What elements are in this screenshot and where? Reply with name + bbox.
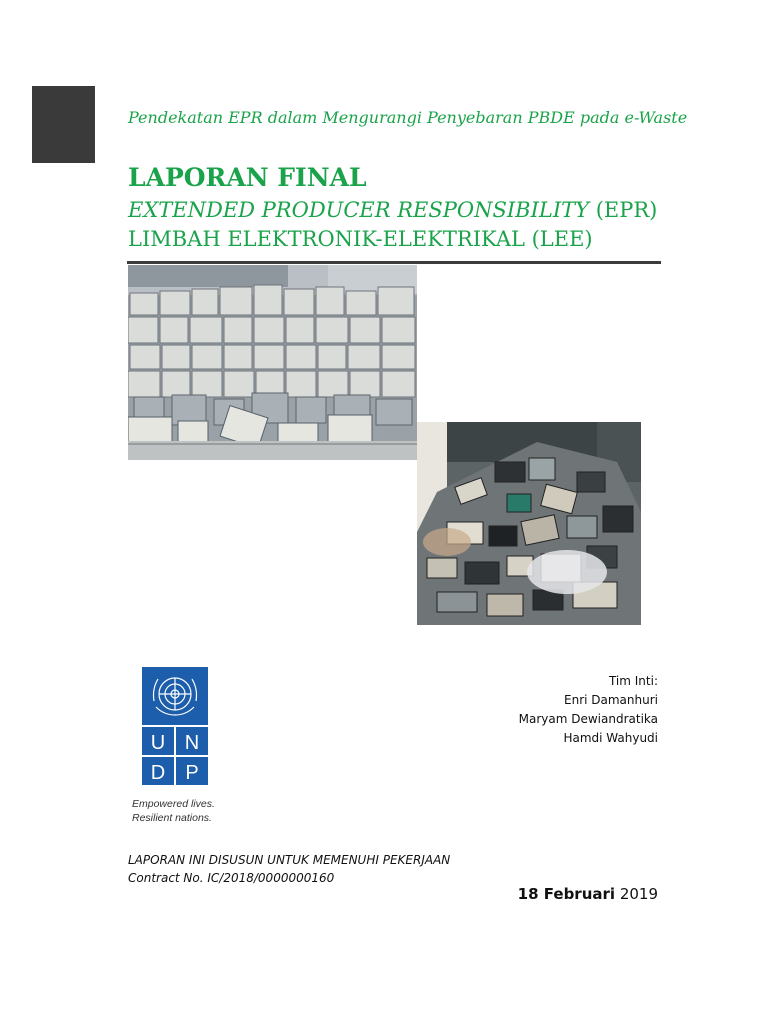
ewaste-stack-photo bbox=[128, 265, 417, 460]
corner-block bbox=[32, 86, 95, 163]
team-member: Maryam Dewiandratika bbox=[518, 712, 658, 726]
team-heading: Tim Inti: bbox=[608, 674, 658, 688]
report-title-line2-italic: EXTENDED PRODUCER RESPONSIBILITY bbox=[128, 198, 590, 222]
team-member: Enri Damanhuri bbox=[564, 693, 658, 707]
contract-number: Contract No. IC/2018/0000000160 bbox=[128, 871, 335, 885]
core-team bbox=[519, 672, 658, 748]
undp-letter-n: N bbox=[184, 732, 200, 754]
footer-purpose: LAPORAN INI DISUSUN UNTUK MEMENUHI PEKERJAAN bbox=[128, 853, 451, 867]
report-date-day-month: 18 Februari bbox=[517, 885, 616, 903]
undp-letter-d: D bbox=[150, 762, 166, 784]
title-divider bbox=[127, 261, 661, 264]
team-member: Hamdi Wahyudi bbox=[563, 731, 658, 745]
undp-logo bbox=[128, 663, 222, 828]
undp-letter-u: U bbox=[150, 732, 166, 754]
report-title-line2-rest: (EPR) bbox=[589, 198, 658, 222]
report-title-line2 bbox=[128, 198, 657, 222]
undp-tagline-2: Resilient nations. bbox=[132, 812, 212, 824]
ewaste-pile-photo bbox=[417, 422, 641, 625]
undp-letter-p: P bbox=[185, 762, 199, 784]
report-subtitle: Pendekatan EPR dalam Mengurangi Penyebaran PBDE pada e-Waste bbox=[128, 108, 688, 127]
undp-tagline-1: Empowered lives. bbox=[132, 798, 215, 810]
report-title-line3: LIMBAH ELEKTRONIK-ELEKTRIKAL (LEE) bbox=[128, 227, 593, 251]
footer-note bbox=[128, 851, 450, 887]
report-date bbox=[518, 885, 658, 903]
report-title: LAPORAN FINAL bbox=[128, 163, 367, 192]
report-date-year: 2019 bbox=[615, 885, 658, 903]
